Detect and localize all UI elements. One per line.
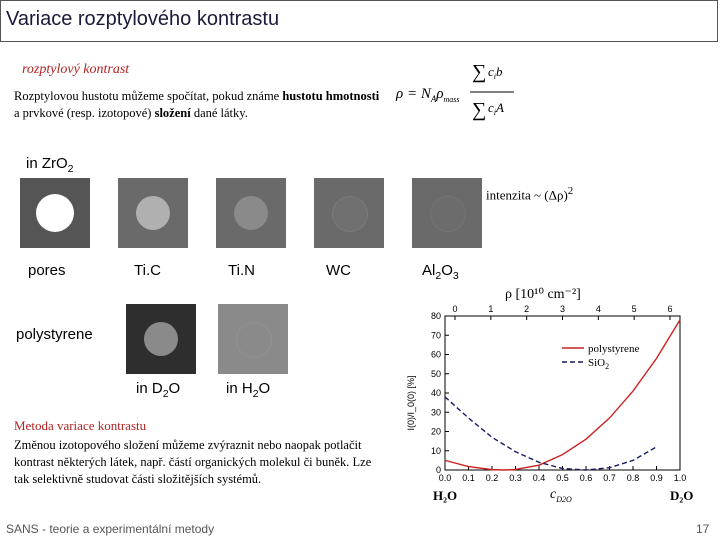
y-tick-label: 10 <box>430 445 441 456</box>
y-tick-label: 70 <box>430 330 441 341</box>
material-al2o3: $Al_2O_3$ <box>422 262 459 282</box>
x-tick-label: 0.5 <box>556 473 569 483</box>
contrast-chart <box>400 280 700 518</box>
top-axis-label: ρ [10¹⁰ cm⁻²] <box>505 287 581 302</box>
x-tick-label: 0.7 <box>603 473 616 483</box>
page-number: 17 <box>696 522 710 536</box>
x-end-label-h2o: H₂O <box>433 488 458 503</box>
method-heading: Metoda variace kontrastu <box>14 418 147 433</box>
pores-square <box>20 178 90 248</box>
top-tick-label: 0 <box>452 304 458 314</box>
intensity-label: intenzita ~ $(\Delta\rho)^2$ <box>486 185 574 203</box>
x-tick-label: 0.1 <box>462 473 475 483</box>
tin-square <box>216 178 286 248</box>
y-axis-label: I(0)/I_0(0) [%] <box>406 375 416 431</box>
intro-part1: Rozptylovou hustotu můžeme spočítat, pokud známe <box>14 89 283 103</box>
legend-label-sub: 2 <box>605 362 610 371</box>
x-tick-label: 0.3 <box>509 473 522 483</box>
legend-label-0: polystyrene <box>588 343 640 355</box>
sum-symbol-bottom: ∑ <box>472 99 487 121</box>
x-end-label-d2o: D₂O <box>670 488 694 503</box>
formula-numerator: $c_ib$ <box>488 64 503 81</box>
top-tick-label: 5 <box>631 304 637 314</box>
h2o-circle <box>236 322 272 358</box>
tic-square <box>118 178 188 248</box>
x-mid-label: $c_{D2O}$ <box>550 487 572 504</box>
x-tick-label: 0.4 <box>532 473 546 483</box>
series-line-1 <box>445 397 657 470</box>
intro-part2: a prvkové (resp. izotopové) <box>14 106 155 120</box>
y-tick-label: 20 <box>430 426 441 437</box>
polystyrene-label: polystyrene <box>16 326 93 343</box>
formula-lhs: $\rho = N_A\rho_{mass}$ <box>396 86 460 104</box>
tic-circle <box>136 196 170 230</box>
h2o-square <box>218 304 288 374</box>
top-tick-label: 3 <box>559 304 566 314</box>
y-tick-label: 30 <box>430 407 441 418</box>
top-tick-label: 2 <box>524 304 530 314</box>
material-wc: WC <box>326 262 351 279</box>
slide-title: Variace rozptylového kontrastu <box>6 8 280 30</box>
intro-bold2: složení <box>154 106 191 120</box>
x-tick-label: 0.0 <box>438 473 452 483</box>
formula-denominator: $c_iA$ <box>488 100 504 117</box>
d2o-square <box>126 304 196 374</box>
wc-circle <box>332 196 368 232</box>
intro-part3: dané látky. <box>190 106 248 120</box>
wc-square <box>314 178 384 248</box>
intro-bold1: hustotu hmotnosti <box>282 89 380 103</box>
zro2-label: in ZrO$_2$ <box>26 155 74 175</box>
pores-circle <box>36 194 74 232</box>
tin-circle <box>234 196 268 230</box>
h2o-label: in $H_2O$ <box>226 380 271 400</box>
x-tick-label: 1.0 <box>673 473 687 483</box>
x-tick-label: 0.2 <box>485 473 499 483</box>
d2o-circle <box>144 322 178 356</box>
method-text: Změnou izotopového složení můžeme zvýraznit nebo naopak potlačit kontrast některých látek, např. částí organických molekul či buněk. Lze tak selektivně studovat části složitějších systémů. <box>14 438 372 486</box>
sum-symbol-top: ∑ <box>472 61 487 83</box>
top-tick-label: 4 <box>595 304 601 314</box>
y-tick-label: 60 <box>430 349 441 360</box>
material-tic: Ti.C <box>134 262 161 279</box>
y-tick-label: 50 <box>430 368 441 379</box>
al2o3-circle <box>430 196 466 232</box>
material-tin: Ti.N <box>228 262 255 279</box>
top-tick-label: 6 <box>667 304 673 314</box>
intro-text <box>14 88 384 122</box>
material-pores: pores <box>28 262 66 279</box>
y-tick-label: 40 <box>430 388 441 398</box>
x-tick-label: 0.9 <box>650 473 663 483</box>
subheading: rozptylový kontrast <box>22 62 130 77</box>
top-tick-label: 1 <box>488 304 494 314</box>
d2o-label: in $D_2O$ <box>136 380 181 400</box>
footer-text: SANS - teorie a experimentální metody <box>6 522 215 536</box>
x-tick-label: 0.8 <box>626 473 640 483</box>
al2o3-square <box>412 178 482 248</box>
legend-label-1: SiO$_2$ <box>588 357 610 371</box>
density-formula <box>392 60 552 126</box>
y-tick-label: 80 <box>430 311 441 321</box>
x-tick-label: 0.6 <box>579 473 593 483</box>
plot-frame <box>445 316 680 470</box>
series-line-0 <box>445 320 680 470</box>
x-mid-label-sub: D2O <box>556 495 572 504</box>
y-tick-label: 0 <box>435 465 441 475</box>
